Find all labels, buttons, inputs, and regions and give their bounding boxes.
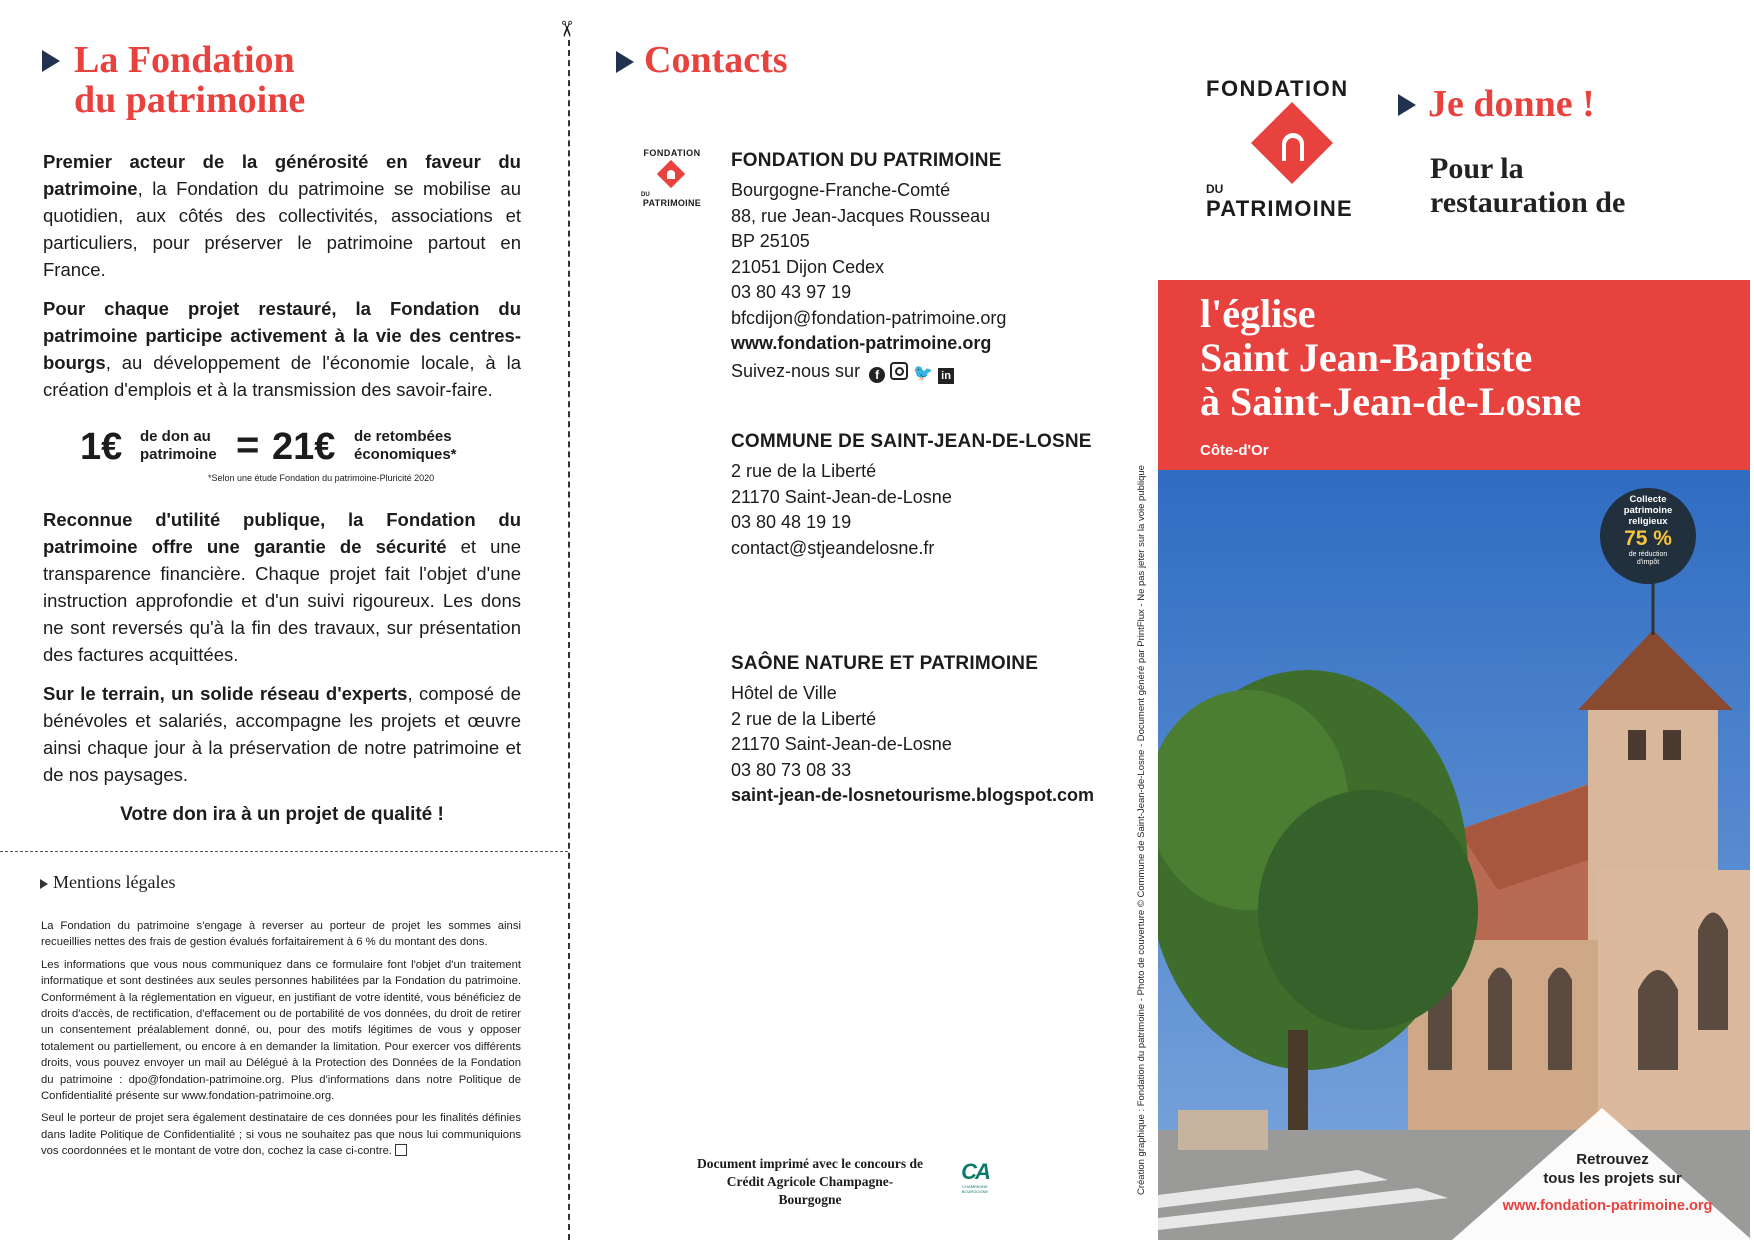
contact-line: 21170 Saint-Jean-de-Losne — [731, 486, 952, 507]
tax-reduction-badge: Collecte patrimoine religieux 75 % de réduction d'impôt — [1600, 488, 1696, 584]
contact-phone: 03 80 48 19 19 — [731, 512, 852, 532]
twitter-icon[interactable]: 🐦 — [913, 364, 934, 382]
follow-label: Suivez-nous sur — [731, 360, 861, 381]
contact-phone: 03 80 43 97 19 — [731, 282, 852, 302]
optout-checkbox[interactable] — [395, 1144, 407, 1156]
contact-line: 88, rue Jean-Jacques Rousseau — [731, 205, 991, 226]
contact-line: 2 rue de la Liberté — [731, 461, 877, 481]
title-banner — [1158, 280, 1750, 470]
equation-right-value: 21€ — [272, 426, 336, 468]
donation-equation — [80, 425, 500, 485]
contact-name: FONDATION DU PATRIMOINE — [731, 150, 1002, 171]
contact-line: Bourgogne-Franche-Comté — [731, 180, 951, 200]
region-label: Côte-d'Or — [1200, 442, 1269, 459]
panel1-title-line2: du patrimoine — [74, 79, 306, 121]
vertical-credits: Création graphique : Fondation du patrimoine - Photo de couverture © Commune de Saint-Jean-de-Losne - Document généré par PrintFlux - Ne pas jeter sur la voie publique — [1136, 465, 1147, 1195]
contact-line: 2 rue de la Liberté — [731, 708, 877, 729]
credit-agricole-logo: CA CHAMPAGNE BOURGOGNE — [961, 1159, 989, 1194]
triangle-bullet-icon — [616, 51, 634, 73]
retrouvez-text: Retrouvez tous les projets sur — [1543, 1151, 1682, 1187]
paragraph: Pour chaque projet restauré, la Fondation du patrimoine participe activement à la vie des centres-bourgs, au développement de l'économie locale, à la création d'emplois et à la transmission des savoir-faire. — [43, 298, 521, 400]
panel1-closing: Votre don ira à un projet de qualité ! — [120, 804, 444, 825]
linkedin-icon[interactable]: in — [938, 368, 954, 384]
instagram-icon[interactable] — [890, 362, 908, 380]
social-row — [731, 359, 1101, 387]
donate-subtitle: Pour la restauration de — [1430, 152, 1626, 219]
legal-paragraph: Seul le porteur de projet sera également destinataire de ces données pour les finalités définies dans ladite Politique de Confidentialité ; si vous ne souhaitez pas que nous lui communiquions vos coordonnées et le montant de votre don, cochez la case ci-contre. — [41, 1112, 521, 1158]
panel1-body2 — [43, 506, 521, 800]
contact-line: 21170 Saint-Jean-de-Losne — [731, 734, 952, 754]
equation-note: *Selon une étude Fondation du patrimoine-Pluricité 2020 — [208, 473, 435, 483]
triangle-bullet-icon — [1398, 94, 1416, 116]
retrouvez-url[interactable]: www.fondation-patrimoine.org — [1502, 1198, 1713, 1214]
equation-left-label: de don au patrimoine — [140, 428, 217, 463]
logo-door-inner — [1286, 138, 1300, 161]
panel1-title-line1: La Fondation — [74, 39, 295, 81]
paragraph: Reconnue d'utilité publique, la Fondation du patrimoine offre une garantie de sécurité et une transparence financière. Chaque projet fait l'objet d'une instruction approfondie et d'un suivi rigoureux. Les dons ne sont reversés qu'à la fin des travaux, sur présentation des factures acquittées. — [43, 509, 522, 665]
contact-saone — [731, 653, 1111, 809]
equation-right-label: de retombées économiques* — [354, 428, 457, 463]
legal-paragraph: Les informations que vous nous communiquez dans ce formulaire font l'objet d'un traitement informatique et sont destinées aux seules personnes habilitées par la Fondation du patrimoine. Conformément à la réglementation en vigueur, en justifiant de votre identité, vous bénéficiez de droits d'accès, de rectification, d'effacement ou de portabilité de vos données, du droit de retirer un consentement préalablement donné, ou, pour des motifs légitimes de vous y opposer totalement ou partiellement, ou encore à en demander la limitation. Pour exercer vos différents droits, vous pouvez envoyer un mail au Délégué à la Protection des Données de la Fondation du patrimoine : dpo@fondation-patrimoine.org. Plus d'informations dans notre Politique de Confidentialité présente sur www.fondation-patrimoine.org. — [41, 958, 521, 1103]
triangle-bullet-icon — [42, 50, 60, 72]
church-title: l'église Saint Jean-Baptiste à Saint-Jean-de-Losne — [1200, 291, 1582, 424]
triangle-bullet-icon — [40, 879, 48, 889]
contact-email[interactable]: contact@stjeandelosne.fr — [731, 537, 935, 558]
cut-line-horizontal — [0, 851, 568, 852]
contact-commune — [731, 431, 1101, 561]
equation-equals: = — [236, 423, 260, 467]
contact-line: BP 25105 — [731, 231, 810, 251]
contact-name: SAÔNE NATURE ET PATRIMOINE — [731, 653, 1039, 674]
contact-email[interactable]: bfcdijon@fondation-patrimoine.org — [731, 307, 1007, 328]
scissors-icon: ✂ — [554, 19, 580, 39]
legal-paragraph: La Fondation du patrimoine s'engage à reverser au porteur de projet les sommes ainsi recueillies nettes des frais de gestion évalués forfaitairement à 6 % du montant des dons. — [41, 920, 521, 949]
contact-line: Hôtel de Ville — [731, 683, 837, 703]
panel1-body — [43, 148, 521, 415]
contact-phone: 03 80 73 08 33 — [731, 759, 852, 780]
equation-left-value: 1€ — [80, 426, 123, 468]
sponsor-text: Document imprimé avec le concours de Crédit Agricole Champagne- Bourgogne — [696, 1156, 924, 1207]
fondation-logo-large: FONDATION DU PATRIMOINE — [1206, 76, 1353, 221]
contact-name: COMMUNE DE SAINT-JEAN-DE-LOSNE — [731, 431, 1092, 452]
fondation-logo-small: FONDATION DU PATRIMOINE — [641, 148, 702, 208]
cut-line-vertical — [568, 40, 570, 1240]
contact-fondation — [731, 150, 1101, 386]
paragraph: Sur le terrain, un solide réseau d'experts, composé de bénévoles et salariés, accompagne les projets et œuvre ainsi chaque jour à la préservation de notre patrimoine et de nos paysages. — [43, 683, 521, 785]
legal-text — [41, 918, 521, 1166]
contact-line: 21051 Dijon Cedex — [731, 256, 885, 277]
facebook-icon[interactable]: f — [869, 367, 885, 383]
contact-website[interactable]: www.fondation-patrimoine.org — [731, 333, 992, 353]
contact-website[interactable]: saint-jean-de-losnetourisme.blogspot.com — [731, 785, 1095, 805]
paragraph: Premier acteur de la générosité en faveur du patrimoine, la Fondation du patrimoine se mobilise au quotidien, aux côtés des collectivités, associations et particuliers, pour préserver le patrimoine partout en France. — [43, 151, 521, 280]
